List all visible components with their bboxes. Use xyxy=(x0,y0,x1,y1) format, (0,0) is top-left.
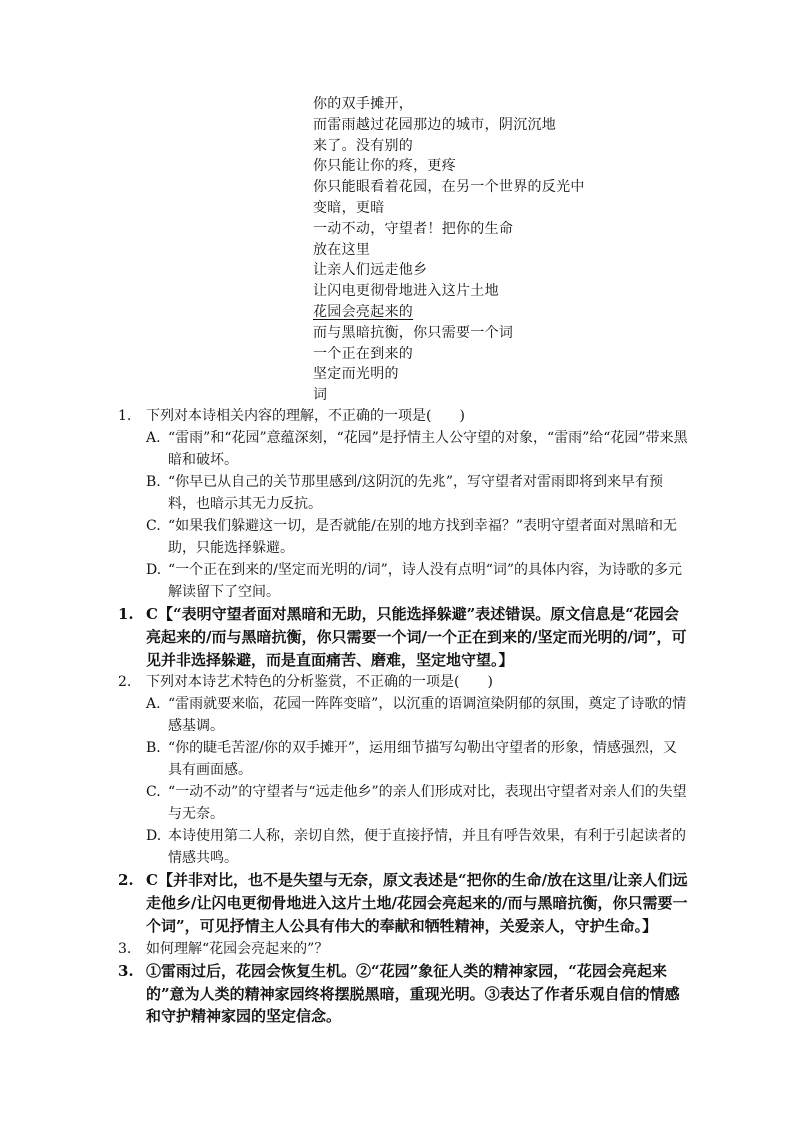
option-label: B. xyxy=(146,740,161,757)
poem-line: 一动不动，守望者！把你的生命 xyxy=(313,220,514,237)
option-a xyxy=(118,693,688,737)
poem-line: 词 xyxy=(313,387,328,404)
question-stem: 下列对本诗艺术特色的分析鉴赏，不正确的一项是( ) xyxy=(146,674,493,691)
option-text: “你的睫毛苦涩/你的双手摊开”，运用细节描写勾勒出守望者的形象，情感强烈，又具有画面感。 xyxy=(168,740,678,779)
option-text: “雷雨”和“花园”意蕴深刻，“花园”是抒情主人公守望的对象，“雷雨”给“花园”带来黑暗和破坏。 xyxy=(168,430,688,468)
option-label: A. xyxy=(146,430,161,446)
poem-excerpt xyxy=(313,94,733,406)
option-c xyxy=(118,781,688,825)
poem-line-underlined: 花园会亮起来的 xyxy=(313,303,414,320)
poem-line: 而雷雨越过花园那边的城市，阴沉沉地 xyxy=(313,116,557,133)
option-d xyxy=(118,559,688,603)
poem-line: 而与黑暗抗衡，你只需要一个词 xyxy=(313,324,514,341)
questions-section xyxy=(118,405,688,1028)
option-label: D. xyxy=(146,828,162,845)
question-number: 1. xyxy=(118,408,132,424)
poem-line: 变暗，更暗 xyxy=(313,199,385,216)
poem-line: 让亲人们远走他乡 xyxy=(313,262,428,279)
option-b xyxy=(118,737,688,781)
poem-line: 放在这里 xyxy=(313,241,371,258)
option-text: “一个正在到来的/坚定而光明的/词”，诗人没有点明“词”的具体内容，为诗歌的多元解读留下了空间。 xyxy=(168,562,683,600)
question-number: 3. xyxy=(118,940,132,957)
option-b xyxy=(118,471,688,515)
poem-line: 你只能眼看着花园，在另一个世界的反光中 xyxy=(313,179,585,196)
answer-3 xyxy=(118,960,688,1028)
option-a xyxy=(118,427,688,471)
answer-1 xyxy=(118,603,688,671)
option-label: A. xyxy=(146,696,161,713)
option-label: C. xyxy=(146,518,161,534)
question-3 xyxy=(118,938,688,1028)
poem-line: 你只能让你的疼，更疼 xyxy=(313,158,456,175)
option-label: D. xyxy=(146,562,162,578)
question-2 xyxy=(118,671,688,937)
answer-2 xyxy=(118,869,688,937)
option-text: 本诗使用第二人称，亲切自然，便于直接抒情，并且有呼告效果，有利于引起读者的情感共鸣。 xyxy=(168,828,686,867)
answer-text: C【并非对比，也不是失望与无奈，原文表述是“把你的生命/放在这里/让亲人们远走他乡/让闪电更彻骨地进入这片土地/花园会亮起来的/而与黑暗抗衡，你只需要一个词”，可见抒情主人公具有伟大的奉献和牺牲精神，关爱亲人，守护生命。】 xyxy=(146,871,688,935)
option-d xyxy=(118,825,688,869)
poem-line: 来了。没有别的 xyxy=(313,137,414,154)
option-text: “雷雨就要来临，花园一阵阵变暗”，以沉重的语调渲染阴郁的氛围，奠定了诗歌的情感基调。 xyxy=(168,696,687,735)
question-1 xyxy=(118,405,688,671)
poem-line: 让闪电更彻骨地进入这片土地 xyxy=(313,283,499,300)
question-number: 2. xyxy=(118,674,132,691)
question-stem: 如何理解“花园会亮起来的”？ xyxy=(146,940,329,957)
answer-text: C【“表明守望者面对黑暗和无助，只能选择躲避”表述错误。原文信息是“花园会亮起来的/而与黑暗抗衡，你只需要一个词/一个正在到来的/坚定而光明的/词”，可见并非选择躲避，而是直面痛苦、磨难，坚定地守望。】 xyxy=(146,605,687,669)
answer-text: ①雷雨过后，花园会恢复生机。②“花园”象征人类的精神家园，“花园会亮起来的”意为人类的精神家园终将摆脱黑暗，重现光明。③表达了作者乐观自信的情感和守护精神家园的坚定信念。 xyxy=(146,961,680,1026)
answer-number: 1. xyxy=(118,605,134,623)
option-text: “你早已从自己的关节那里感到/这阴沉的先兆”，写守望者对雷雨即将到来早有预料，也暗示其无力反抗。 xyxy=(168,474,664,512)
option-text: “如果我们躲避这一切，是否就能/在别的地方找到幸福？”表明守望者面对黑暗和无助，只能选择躲避。 xyxy=(168,518,678,556)
poem-line: 你的双手摊开， xyxy=(313,96,414,112)
answer-number: 2. xyxy=(118,871,134,890)
option-c xyxy=(118,515,688,559)
answer-number: 3. xyxy=(118,961,134,980)
poem-line: 坚定而光明的 xyxy=(313,366,399,383)
question-stem: 下列对本诗相关内容的理解，不正确的一项是( ) xyxy=(146,408,465,424)
option-label: C. xyxy=(146,784,161,801)
option-label: B. xyxy=(146,474,161,490)
option-text: “一动不动”的守望者与“远走他乡”的亲人们形成对比，表现出守望者对亲人们的失望与无奈。 xyxy=(168,784,687,823)
poem-line: 一个正在到来的 xyxy=(313,345,414,362)
